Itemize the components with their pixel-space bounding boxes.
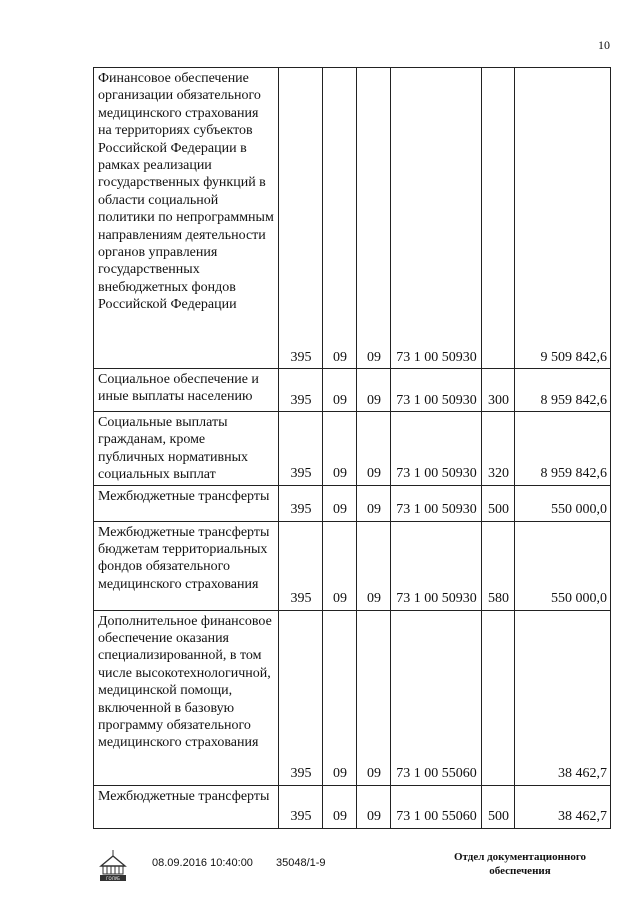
- expense-cell: 500: [482, 785, 515, 828]
- target-cell: 73 1 00 50930: [391, 485, 482, 521]
- amount-cell: 9 509 842,6: [515, 68, 611, 369]
- page-number: 10: [598, 38, 610, 52]
- subsection-cell: 09: [357, 369, 391, 412]
- ministry-cell: 395: [279, 610, 323, 785]
- section-cell: 09: [323, 610, 357, 785]
- footer-timestamp: 08.09.2016 10:40:00: [152, 857, 253, 869]
- subsection-cell: 09: [357, 785, 391, 828]
- ministry-cell: 395: [279, 412, 323, 486]
- department-line-2: обеспечения: [489, 865, 551, 877]
- row-name-cell: Межбюджетные трансферты: [94, 785, 279, 828]
- ministry-cell: 395: [279, 68, 323, 369]
- footer-department: [440, 850, 600, 878]
- subsection-cell: 09: [357, 68, 391, 369]
- section-cell: 09: [323, 412, 357, 486]
- target-cell: 73 1 00 50930: [391, 68, 482, 369]
- ministry-cell: 395: [279, 521, 323, 610]
- svg-text:ГОЛУБ: ГОЛУБ: [106, 876, 120, 881]
- ministry-cell: 395: [279, 369, 323, 412]
- table-row: [94, 68, 611, 369]
- target-cell: 73 1 00 50930: [391, 412, 482, 486]
- row-name-cell: Социальные выплаты гражданам, кроме публичных нормативных социальных выплат: [94, 412, 279, 486]
- amount-cell: 550 000,0: [515, 485, 611, 521]
- expense-cell: 580: [482, 521, 515, 610]
- table-row: [94, 369, 611, 412]
- row-name-cell: Финансовое обеспечение организации обязательного медицинского страхования на территориях субъектов Российской Федерации в рамках реализации государственных функций в области социальной политики по непрограммным направлениям деятельности органов управления государственных внебюджетных фондов Российской Федерации: [94, 68, 279, 369]
- page-footer: [0, 840, 640, 890]
- section-cell: 09: [323, 68, 357, 369]
- amount-cell: 38 462,7: [515, 785, 611, 828]
- building-logo-icon: [98, 848, 128, 882]
- amount-cell: 550 000,0: [515, 521, 611, 610]
- row-name-cell: Межбюджетные трансферты бюджетам территориальных фондов обязательного медицинского страхования: [94, 521, 279, 610]
- subsection-cell: 09: [357, 521, 391, 610]
- section-cell: 09: [323, 521, 357, 610]
- department-line-1: Отдел документационного: [453, 851, 587, 863]
- expense-cell: 300: [482, 369, 515, 412]
- target-cell: 73 1 00 50930: [391, 369, 482, 412]
- footer-document-code: 35048/1-9: [276, 857, 326, 869]
- subsection-cell: 09: [357, 485, 391, 521]
- subsection-cell: 09: [357, 610, 391, 785]
- table-row: [94, 412, 611, 486]
- target-cell: 73 1 00 50930: [391, 521, 482, 610]
- amount-cell: 8 959 842,6: [515, 369, 611, 412]
- budget-table: [93, 67, 611, 829]
- section-cell: 09: [323, 785, 357, 828]
- section-cell: 09: [323, 485, 357, 521]
- table-row: [94, 610, 611, 785]
- subsection-cell: 09: [357, 412, 391, 486]
- table-row: [94, 785, 611, 828]
- ministry-cell: 395: [279, 785, 323, 828]
- table-row: [94, 521, 611, 610]
- table-row: [94, 485, 611, 521]
- target-cell: 73 1 00 55060: [391, 785, 482, 828]
- amount-cell: 38 462,7: [515, 610, 611, 785]
- row-name-cell: Межбюджетные трансферты: [94, 485, 279, 521]
- expense-cell: [482, 68, 515, 369]
- row-name-cell: Социальное обеспечение и иные выплаты населению: [94, 369, 279, 412]
- section-cell: 09: [323, 369, 357, 412]
- ministry-cell: 395: [279, 485, 323, 521]
- amount-cell: 8 959 842,6: [515, 412, 611, 486]
- expense-cell: 320: [482, 412, 515, 486]
- expense-cell: 500: [482, 485, 515, 521]
- row-name-cell: Дополнительное финансовое обеспечение оказания специализированной, в том числе высокотехнологичной, медицинской помощи, включенной в базовую программу обязательного медицинского страхования: [94, 610, 279, 785]
- target-cell: 73 1 00 55060: [391, 610, 482, 785]
- expense-cell: [482, 610, 515, 785]
